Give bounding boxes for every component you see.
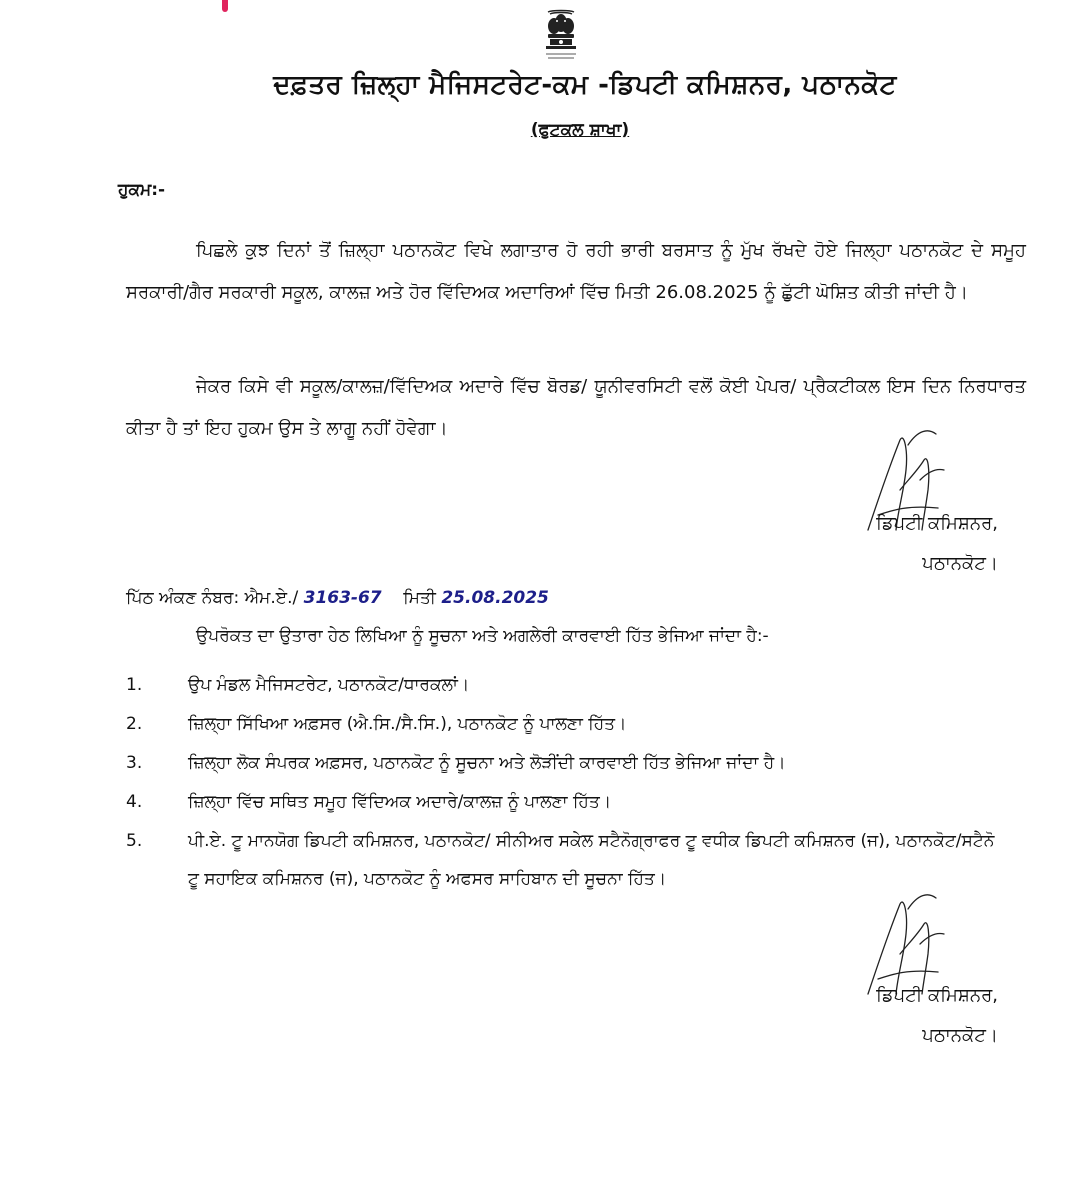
order-heading: ਹੁਕਮ:- — [118, 180, 166, 200]
list-item-text: ਜ਼ਿਲ੍ਹਾ ਵਿੱਚ ਸਥਿਤ ਸਮੂਹ ਵਿੱਦਿਅਕ ਅਦਾਰੇ/ਕਾਲਜ਼ ਨੂੰ ਪਾਲਣਾ ਹਿੱਤ। — [188, 792, 612, 812]
national-emblem-icon — [540, 8, 582, 64]
list-item — [126, 783, 1006, 822]
red-mark — [222, 0, 228, 12]
list-item — [126, 705, 1006, 744]
list-item-text: ਪੀ.ਏ. ਟੂ ਮਾਨਯੋਗ ਡਿਪਟੀ ਕਮਿਸ਼ਨਰ, ਪਠਾਨਕੋਟ/ ਸੀਨੀਅਰ ਸਕੇਲ ਸਟੈਨੋਗ੍ਰਾਫਰ ਟੂ ਵਧੀਕ ਡਿਪਟੀ ਕਮਿਸ਼ਨਰ (ਜ), ਪਠਾਨਕੋਟ/ਸਟੈਨੋ ਟੂ ਸਹਾਇਕ ਕਮਿਸ਼ਨਰ (ਜ), ਪਠਾਨਕੋਟ ਨੂੰ ਅਫਸਰ ਸਾਹਿਬਾਨ ਦੀ ਸੂਚਨਾ ਹਿੱਤ। — [188, 831, 995, 889]
endorsement-label: ਪਿੱਠ ਅੰਕਣ ਨੰਬਰ: ਐਮ.ਏ./ — [126, 588, 299, 608]
order-paragraph-2: ਜੇਕਰ ਕਿਸੇ ਵੀ ਸਕੂਲ/ਕਾਲਜ਼/ਵਿੱਦਿਅਕ ਅਦਾਰੇ ਵਿੱਚ ਬੋਰਡ/ ਯੂਨੀਵਰਸਿਟੀ ਵਲੋਂ ਕੋਈ ਪੇਪਰ/ ਪ੍ਰੈਕਟੀਕਲ ਇਸ ਦਿਨ ਨਿਰਧਾਰਤ ਕੀਤਾ ਹੈ ਤਾਂ ਇਹ ਹੁਕਮ ਉਸ ਤੇ ਲਾਗੂ ਨਹੀਂ ਹੋਵੇਗਾ। — [126, 376, 1026, 439]
endorsement-number: 3163-67 — [303, 588, 382, 608]
recipient-list — [126, 666, 1006, 898]
list-item-text: ਉਪ ਮੰਡਲ ਮੈਜਿਸਟਰੇਟ, ਪਠਾਨਕੋਟ/ਧਾਰਕਲਾਂ। — [188, 675, 470, 695]
signature-block-1 — [778, 504, 998, 584]
branch-name: (ਫੁਟਕਲ ਸ਼ਾਖਾ) — [530, 120, 630, 140]
order-paragraph-1: ਪਿਛਲੇ ਕੁਝ ਦਿਨਾਂ ਤੋਂ ਜ਼ਿਲ੍ਹਾ ਪਠਾਨਕੋਟ ਵਿਖੇ ਲਗਾਤਾਰ ਹੋ ਰਹੀ ਭਾਰੀ ਬਰਸਾਤ ਨੂੰ ਮੁੱਖ ਰੱਖਦੇ ਹੋਏ ਜਿਲ੍ਹਾ ਪਠਾਨਕੋਟ ਦੇ ਸਮੂਹ ਸਰਕਾਰੀ/ਗੈਰ ਸਰਕਾਰੀ ਸਕੂਲ, ਕਾਲਜ਼ ਅਤੇ ਹੋਰ ਵਿੱਦਿਅਕ ਅਦਾਰਿਆਂ ਵਿੱਚ ਮਿਤੀ 26.08.2025 ਨੂੰ ਛੁੱਟੀ ਘੋਸ਼ਿਤ ਕੀਤੀ ਜਾਂਦੀ ਹੈ। — [126, 240, 1026, 303]
list-item — [126, 666, 1006, 705]
list-item-text: ਜ਼ਿਲ੍ਹਾ ਲੋਕ ਸੰਪਰਕ ਅਫ਼ਸਰ, ਪਠਾਨਕੋਟ ਨੂੰ ਸੂਚਨਾ ਅਤੇ ਲੋੜੀਂਦੀ ਕਾਰਵਾਈ ਹਿੱਤ ਭੇਜਿਆ ਜਾਂਦਾ ਹੈ। — [188, 753, 786, 773]
list-item-text: ਜ਼ਿਲ੍ਹਾ ਸਿੱਖਿਆ ਅਫ਼ਸਰ (ਐ.ਸਿ./ਸੈ.ਸਿ.), ਪਠਾਨਕੋਟ ਨੂੰ ਪਾਲਣਾ ਹਿੱਤ। — [188, 714, 627, 734]
endorsement-reference — [126, 588, 549, 608]
signatory-designation: ਡਿਪਟੀ ਕਮਿਸ਼ਨਰ, — [876, 513, 998, 534]
signatory-place: ਪਠਾਨਕੋਟ। — [922, 553, 998, 574]
list-item-number: 5. — [126, 831, 143, 851]
list-item-number: 3. — [126, 753, 143, 773]
endorsement-date: 25.08.2025 — [441, 588, 549, 608]
list-item — [126, 744, 1006, 783]
list-item-number: 2. — [126, 714, 143, 734]
signatory-designation: ਡਿਪਟੀ ਕਮਿਸ਼ਨਰ, — [876, 985, 998, 1006]
endorsement-date-label: ਮਿਤੀ — [403, 588, 436, 608]
office-title: ਦਫ਼ਤਰ ਜ਼ਿਲ੍ਹਾ ਮੈਜਿਸਟਰੇਟ-ਕਮ -ਡਿਪਟੀ ਕਮਿਸ਼ਨਰ, ਪਠਾਨਕੋਟ — [273, 70, 897, 100]
signature-block-2 — [778, 976, 998, 1056]
list-item-number: 4. — [126, 792, 143, 812]
copy-forwarded-intro: ਉਪਰੋਕਤ ਦਾ ਉਤਾਰਾ ਹੇਠ ਲਿਖਿਆ ਨੂੰ ਸੂਚਨਾ ਅਤੇ ਅਗਲੇਰੀ ਕਾਰਵਾਈ ਹਿੱਤ ਭੇਜਿਆ ਜਾਂਦਾ ਹੈ:- — [196, 626, 769, 646]
signatory-place: ਪਠਾਨਕੋਟ। — [922, 1025, 998, 1046]
list-item-number: 1. — [126, 675, 143, 695]
